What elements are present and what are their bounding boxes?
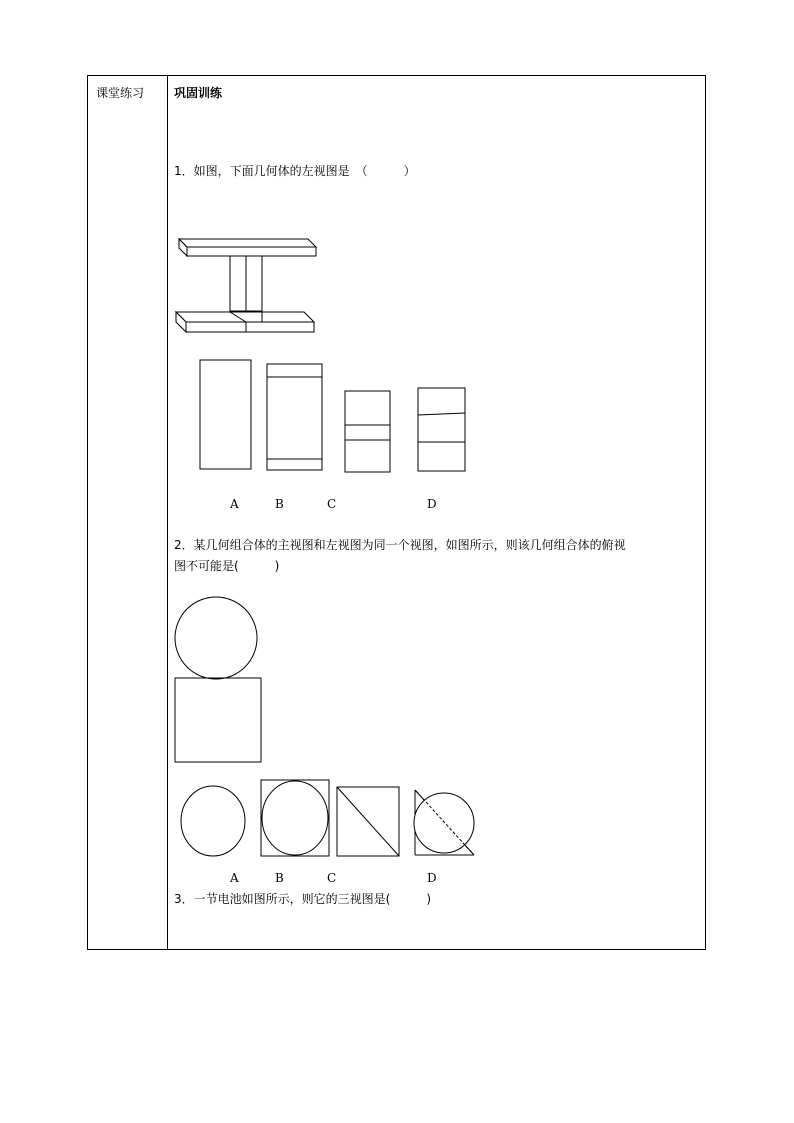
- q2-view-figure: [174, 596, 264, 766]
- question-3-text: 3．一节电池如图所示，则它的三视图是( ): [174, 892, 431, 906]
- q1-option-c-label: C: [327, 497, 337, 511]
- q1-option-a-figure: [199, 359, 253, 471]
- question-2-text-line2: 图不可能是( ): [174, 559, 280, 573]
- q2-option-c-figure: [336, 786, 402, 858]
- section-title: 巩固训练: [174, 86, 223, 100]
- q1-option-c-figure: [344, 390, 392, 474]
- q1-option-b-figure: [266, 363, 324, 471]
- column-divider: [167, 76, 168, 949]
- question-2-text-line1: 2．某几何组合体的主视图和左视图为同一个视图，如图所示，则该几何组合体的俯视: [174, 538, 626, 552]
- q2-option-d-label: D: [427, 871, 437, 885]
- exercise-table: [87, 75, 706, 950]
- q2-option-d-figure: [414, 789, 478, 859]
- row-label: 课堂练习: [96, 86, 145, 100]
- q2-option-c-label: C: [327, 871, 337, 885]
- q1-option-b-label: B: [275, 497, 284, 511]
- q1-option-d-label: D: [427, 497, 437, 511]
- q2-option-b-figure: [260, 779, 332, 859]
- q2-option-b-label: B: [275, 871, 284, 885]
- q2-option-a-label: A: [230, 871, 239, 885]
- q2-option-a-figure: [180, 785, 248, 859]
- q1-solid-figure: [174, 236, 319, 341]
- q1-option-a-label: A: [230, 497, 239, 511]
- q1-option-d-figure: [417, 387, 467, 473]
- question-1-text: 1．如图，下面几何体的左视图是 （ ）: [174, 164, 416, 178]
